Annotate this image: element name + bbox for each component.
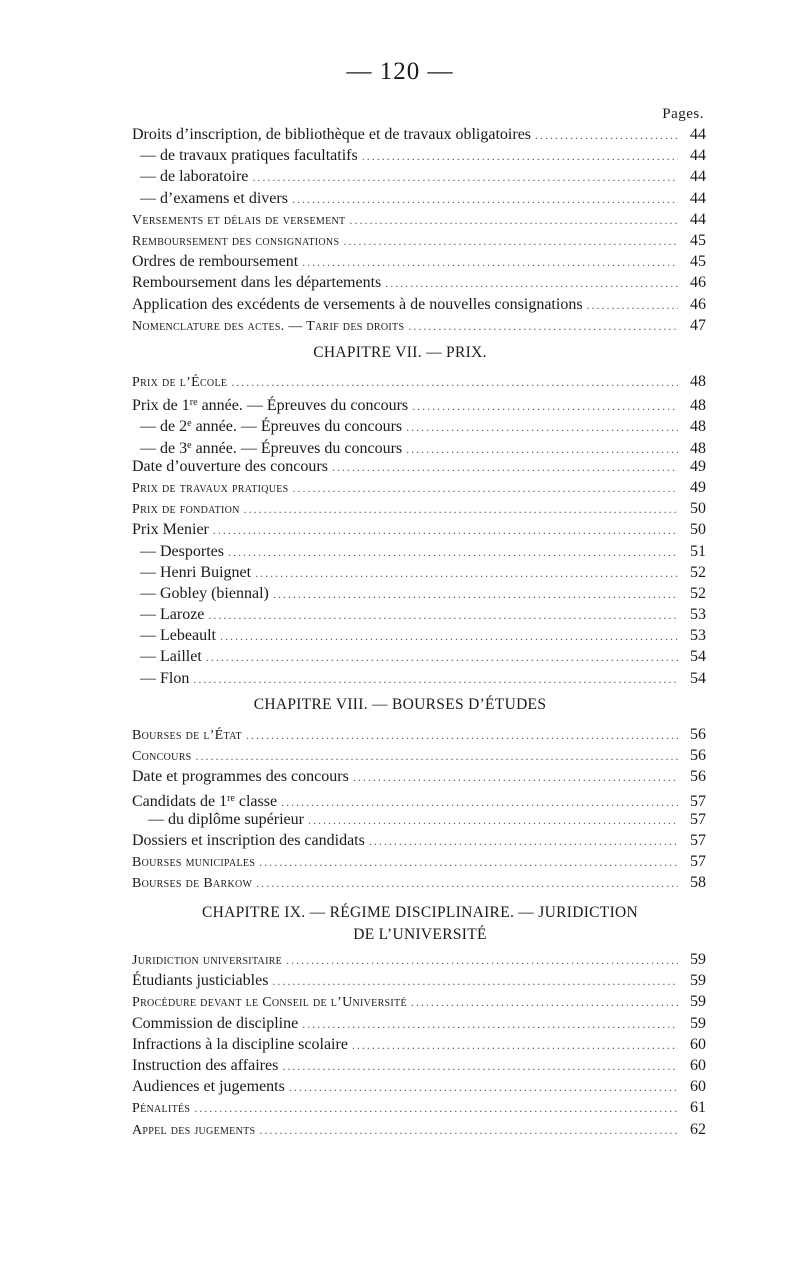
toc-entry-label: Bourses de Barkow (132, 876, 253, 892)
dot-leader (220, 626, 678, 647)
toc-entry-page: 56 (690, 747, 706, 765)
dot-leader (369, 831, 678, 852)
toc-entry-page: 56 (690, 726, 706, 743)
toc-entry-label: — de 3e année. — Épreuves du concours (140, 439, 403, 457)
toc-entry-label: Juridiction universitaire (132, 953, 283, 968)
dot-leader (292, 189, 678, 210)
toc-entry-label: — de laboratoire (140, 168, 249, 186)
toc-entry (132, 745, 706, 766)
toc-entry (132, 413, 706, 434)
toc-entry-page: 62 (690, 1120, 706, 1138)
dot-leader (273, 584, 678, 605)
toc-entry-page: 54 (690, 669, 706, 687)
toc-entry (132, 1076, 706, 1097)
toc-entry-label: — Flon (140, 669, 190, 687)
toc-entry-page: 56 (690, 768, 706, 786)
toc-entry-page: 60 (690, 1056, 706, 1074)
toc-entry-page: 46 (690, 274, 706, 292)
dot-leader (412, 396, 678, 417)
toc-entry-page: 59 (690, 1014, 706, 1032)
toc-entry-label: Bourses municipales (132, 855, 256, 871)
toc-entry (132, 294, 706, 315)
toc-entry-page: 60 (690, 1078, 706, 1096)
toc-entry-label: — du diplôme supérieur (148, 810, 304, 828)
toc-entry-label: Application des excédents de versements à de nouvelles consignations (132, 295, 583, 313)
toc-entry (132, 1097, 706, 1118)
dot-leader (244, 499, 678, 520)
chapter-9-title: CHAPITRE IX. — RÉGIME DISCIPLINAIRE. — JURIDICTION DE L’UNIVERSITÉ (201, 904, 639, 943)
toc-entry-page: 50 (690, 521, 706, 539)
toc-entry (132, 830, 706, 851)
toc-entry-label: — Laroze (140, 606, 205, 624)
toc-entry-label: Étudiants justiciables (132, 972, 269, 990)
toc-entry (132, 166, 706, 187)
toc-entry (132, 498, 706, 519)
toc-entry-label: Appel des jugements (132, 1122, 256, 1138)
toc-entry (132, 604, 706, 625)
dot-leader (206, 647, 678, 668)
toc-entry (132, 991, 706, 1012)
toc-entry (132, 668, 706, 689)
dot-leader (272, 971, 678, 992)
toc-entry (132, 949, 706, 970)
toc-entry (132, 145, 706, 166)
toc-entry-page: 59 (690, 951, 706, 968)
toc-entry-label: Concours (132, 749, 192, 765)
dot-leader (302, 1014, 678, 1035)
dot-leader (259, 852, 678, 873)
toc-section-prizes (132, 371, 706, 689)
toc-entry-page: 46 (690, 295, 706, 313)
toc-entry-page: 44 (690, 126, 706, 143)
toc-entry-page: 61 (690, 1099, 706, 1117)
dot-leader (352, 1035, 678, 1056)
toc-entry-label: Prix de 1re année. — Épreuves du concours (132, 397, 409, 415)
toc-entry-page: 59 (690, 993, 706, 1011)
toc-entry-page: 60 (690, 1035, 706, 1053)
toc-entry-page: 44 (690, 210, 706, 228)
dot-leader (406, 417, 678, 438)
toc-entry (132, 435, 706, 456)
dot-leader (332, 457, 678, 478)
dot-leader (408, 316, 678, 337)
toc-entry-label: Remboursement des consignations (132, 233, 340, 249)
toc-entry-page: 52 (690, 563, 706, 581)
toc-entry (132, 724, 706, 745)
dot-leader (535, 125, 678, 146)
toc-entry-page: 57 (690, 853, 706, 871)
toc-entry-label: — Gobley (biennal) (140, 584, 269, 602)
toc-entry-page: 53 (690, 627, 706, 645)
toc-entry-page: 54 (690, 648, 706, 666)
toc-entry (132, 872, 706, 893)
dot-leader (587, 295, 678, 316)
toc-entry (132, 1013, 706, 1034)
toc-entry-label: Pénalités (132, 1101, 191, 1117)
dot-leader (411, 992, 678, 1013)
toc-section-fees (132, 124, 706, 336)
toc-entry-label: — Lebeault (140, 627, 216, 645)
toc-entry-label: — Henri Buignet (140, 563, 252, 581)
toc-entry (132, 625, 706, 646)
toc-entry-label: Commission de discipline (132, 1014, 299, 1032)
toc-entry (132, 583, 706, 604)
toc-entry-page: 45 (690, 231, 706, 249)
toc-entry-label: Remboursement dans les départements (132, 274, 382, 292)
dot-leader (255, 563, 678, 584)
toc-entry (132, 766, 706, 787)
toc-entry-label: Versements et délais de versement (132, 212, 346, 228)
dot-leader (196, 746, 678, 767)
toc-entry-label: Nomenclature des actes. — Tarif des droits (132, 318, 405, 334)
toc-entry (132, 272, 706, 293)
toc-entry (132, 188, 706, 209)
toc-entry-label: Ordres de remboursement (132, 253, 299, 271)
toc-entry (132, 230, 706, 251)
toc-entry-page: 45 (690, 253, 706, 271)
toc-entry-label: — Desportes (140, 542, 224, 560)
toc-entry-page: 59 (690, 972, 706, 990)
toc-entry-label: Instruction des affaires (132, 1056, 279, 1074)
toc-entry-page: 57 (690, 810, 706, 828)
toc-entry-page: 44 (690, 189, 706, 207)
dot-leader (228, 542, 678, 563)
toc-entry (132, 209, 706, 230)
dot-leader (343, 231, 678, 252)
dot-leader (286, 950, 678, 971)
toc-entry-page: 48 (690, 418, 706, 436)
toc-entry-page: 57 (690, 792, 706, 810)
toc-entry (132, 788, 706, 809)
toc-entry-label: — de 2e année. — Épreuves du concours (140, 418, 403, 436)
toc-entry-label: Candidats de 1re classe (132, 792, 278, 810)
dot-leader (252, 167, 678, 188)
toc-entry-page: 49 (690, 478, 706, 496)
toc-entry-label: Prix de travaux pratiques (132, 480, 289, 496)
toc-entry-label: Prix de fondation (132, 502, 240, 518)
toc-entry (132, 541, 706, 562)
dot-leader (213, 520, 678, 541)
toc-entry (132, 251, 706, 272)
dot-leader (246, 725, 678, 746)
toc-entry (132, 519, 706, 540)
toc-entry-page: 50 (690, 500, 706, 518)
dot-leader (302, 252, 678, 273)
pages-column-label: Pages. (662, 106, 704, 122)
toc-entry-page: 48 (690, 397, 706, 415)
toc-entry-label: — d’examens et divers (140, 189, 288, 207)
toc-entry-label: Droits d’inscription, de bibliothèque et de travaux obligatoires (132, 126, 532, 143)
toc-entry-label: Date d’ouverture des concours (132, 457, 328, 475)
dot-leader (293, 478, 678, 499)
toc-entry-page: 53 (690, 606, 706, 624)
toc-entry-page: 52 (690, 584, 706, 602)
dot-leader (231, 372, 678, 393)
toc-entry (132, 851, 706, 872)
toc-entry-label: Infractions à la discipline scolaire (132, 1035, 348, 1053)
toc-entry-page: 44 (690, 168, 706, 186)
page-number: — 120 — (346, 58, 454, 85)
toc-entry-label: Date et programmes des concours (132, 768, 349, 786)
toc-entry-label: Bourses de l’État (132, 728, 242, 743)
toc-entry-page: 51 (690, 542, 706, 560)
toc-entry (132, 562, 706, 583)
toc-entry (132, 1119, 706, 1140)
toc-entry (132, 392, 706, 413)
toc-entry-label: — Laillet (140, 648, 202, 666)
toc-entry-label: Procédure devant le Conseil de l’Université (132, 995, 407, 1011)
toc-entry (132, 315, 706, 336)
dot-leader (289, 1077, 678, 1098)
toc-entry-label: Prix Menier (132, 521, 209, 539)
dot-leader (259, 1120, 678, 1141)
toc-entry-page: 49 (690, 457, 706, 475)
toc-entry (132, 809, 706, 830)
dot-leader (282, 1056, 678, 1077)
chapter-8-title: CHAPITRE VIII. — BOURSES D’ÉTUDES (253, 696, 547, 713)
toc-entry-label: Dossiers et inscription des candidats (132, 831, 365, 849)
toc-section-discipline (132, 949, 706, 1140)
toc-entry-page: 58 (690, 874, 706, 892)
dot-leader (193, 669, 678, 690)
toc-entry (132, 456, 706, 477)
toc-entry (132, 970, 706, 991)
dot-leader (349, 210, 678, 231)
toc-entry (132, 124, 706, 145)
toc-entry (132, 371, 706, 392)
toc-entry-page: 48 (690, 373, 706, 390)
toc-entry-label: Audiences et jugements (132, 1078, 285, 1096)
toc-entry (132, 1055, 706, 1076)
toc-entry-page: 44 (690, 147, 706, 165)
toc-entry-page: 57 (690, 831, 706, 849)
dot-leader (362, 146, 678, 167)
toc-entry-label: Prix de l’École (132, 375, 228, 390)
toc-section-scholarships (132, 724, 706, 894)
toc-entry (132, 477, 706, 498)
chapter-7-title: CHAPITRE VII. — PRIX. (313, 344, 487, 361)
dot-leader (256, 873, 678, 894)
dot-leader (208, 605, 678, 626)
dot-leader (308, 810, 678, 831)
toc-entry-label: — de travaux pratiques facultatifs (140, 147, 358, 165)
toc-entry-page: 47 (690, 316, 706, 334)
dot-leader (353, 767, 678, 788)
toc-entry (132, 646, 706, 667)
toc-entry (132, 1034, 706, 1055)
toc-entry-page: 48 (690, 439, 706, 457)
dot-leader (194, 1098, 678, 1119)
dot-leader (385, 273, 678, 294)
